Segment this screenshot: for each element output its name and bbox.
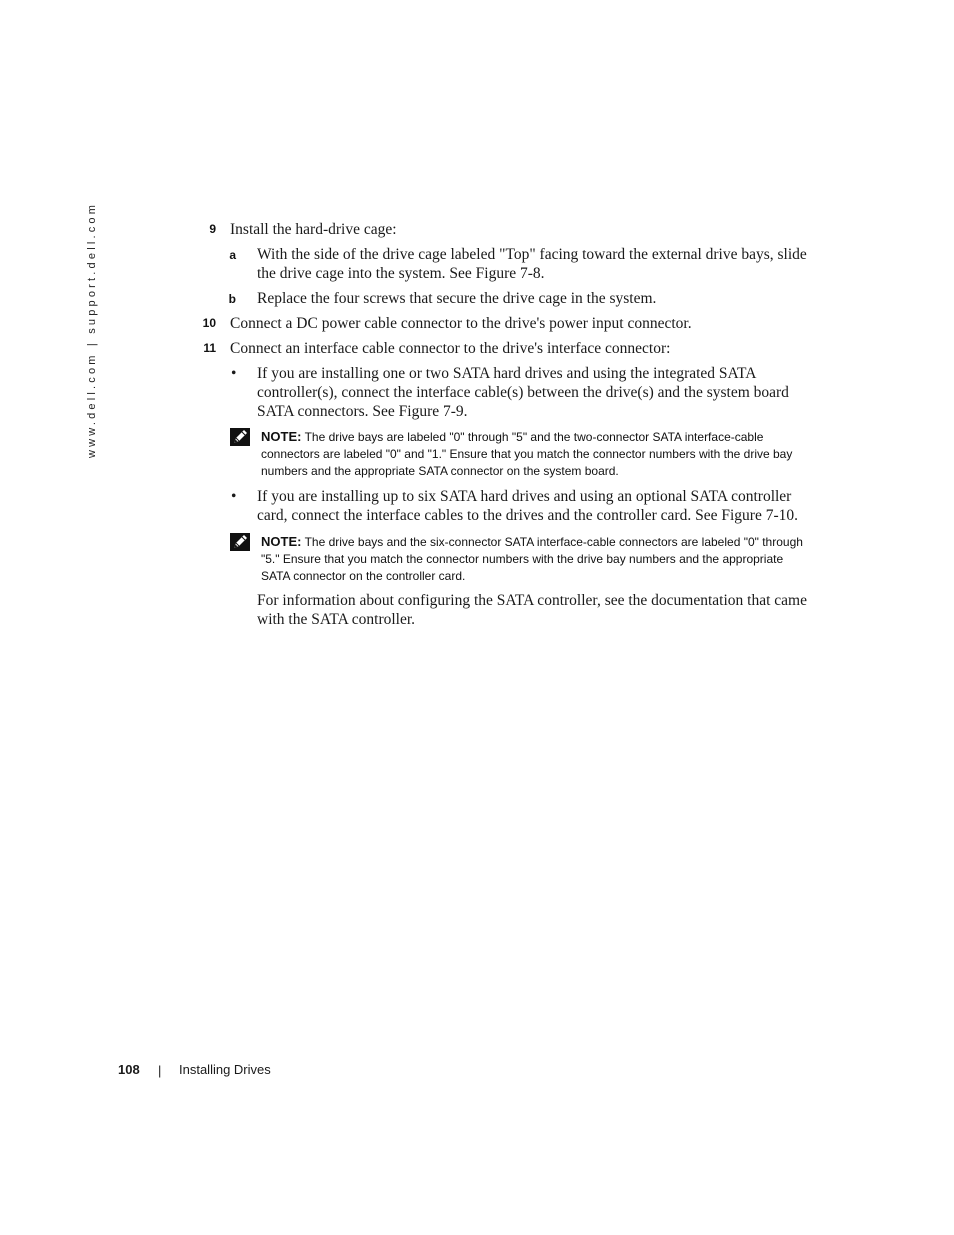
bullet-text: If you are installing up to six SATA hard drives and using an optional SATA controller card, connect the interface cables to the drives and the controller card. See Figure 7-10. [257, 488, 798, 524]
bullet-symbol: • [231, 488, 237, 505]
footer-separator: | [158, 1063, 162, 1078]
bullet-symbol: • [231, 365, 237, 382]
step-text: Connect a DC power cable connector to the drive's power input connector. [230, 315, 692, 332]
sidebar-url: www.dell.com | support.dell.com [86, 201, 98, 458]
substep-text: With the side of the drive cage labeled "Top" facing toward the external drive bays, slide the drive cage into the system. See Figure 7-8. [257, 246, 807, 282]
note-label: NOTE: [261, 429, 302, 444]
substep-letter: b [228, 292, 236, 306]
note-pencil-icon [230, 533, 250, 551]
note-text [261, 428, 819, 480]
chapter-title: Installing Drives [179, 1062, 271, 1077]
note-label: NOTE: [261, 534, 302, 549]
bullet-text: If you are installing one or two SATA hard drives and using the integrated SATA controller(s), connect the interface cable(s) between the drive(s) and the system board SATA connectors. See Figure 7-9. [257, 365, 789, 420]
closing-paragraph: For information about configuring the SATA controller, see the documentation that came with the SATA controller. [257, 592, 807, 628]
page-number: 108 [118, 1062, 140, 1077]
step-number: 9 [209, 222, 216, 236]
note-body: The drive bays and the six-connector SATA interface-cable connectors are labeled "0" through "5." Ensure that you match the connector numbers with the drive bay numbers and the appropriate SATA connector on the controller card. [261, 535, 803, 583]
note-body: The drive bays are labeled "0" through "5" and the two-connector SATA interface-cable connectors are labeled "0" and "1." Ensure that you match the connector numbers with the drive bay numbers and the appropriate SATA connector on the system board. [261, 430, 793, 478]
substep-text: Replace the four screws that secure the drive cage in the system. [257, 290, 657, 307]
step-text: Install the hard-drive cage: [230, 221, 397, 238]
note-text [261, 533, 806, 585]
step-text: Connect an interface cable connector to the drive's interface connector: [230, 340, 671, 357]
step-number: 10 [202, 316, 216, 330]
substep-letter: a [229, 248, 236, 262]
note-pencil-icon [230, 428, 250, 446]
step-number: 11 [203, 341, 216, 355]
